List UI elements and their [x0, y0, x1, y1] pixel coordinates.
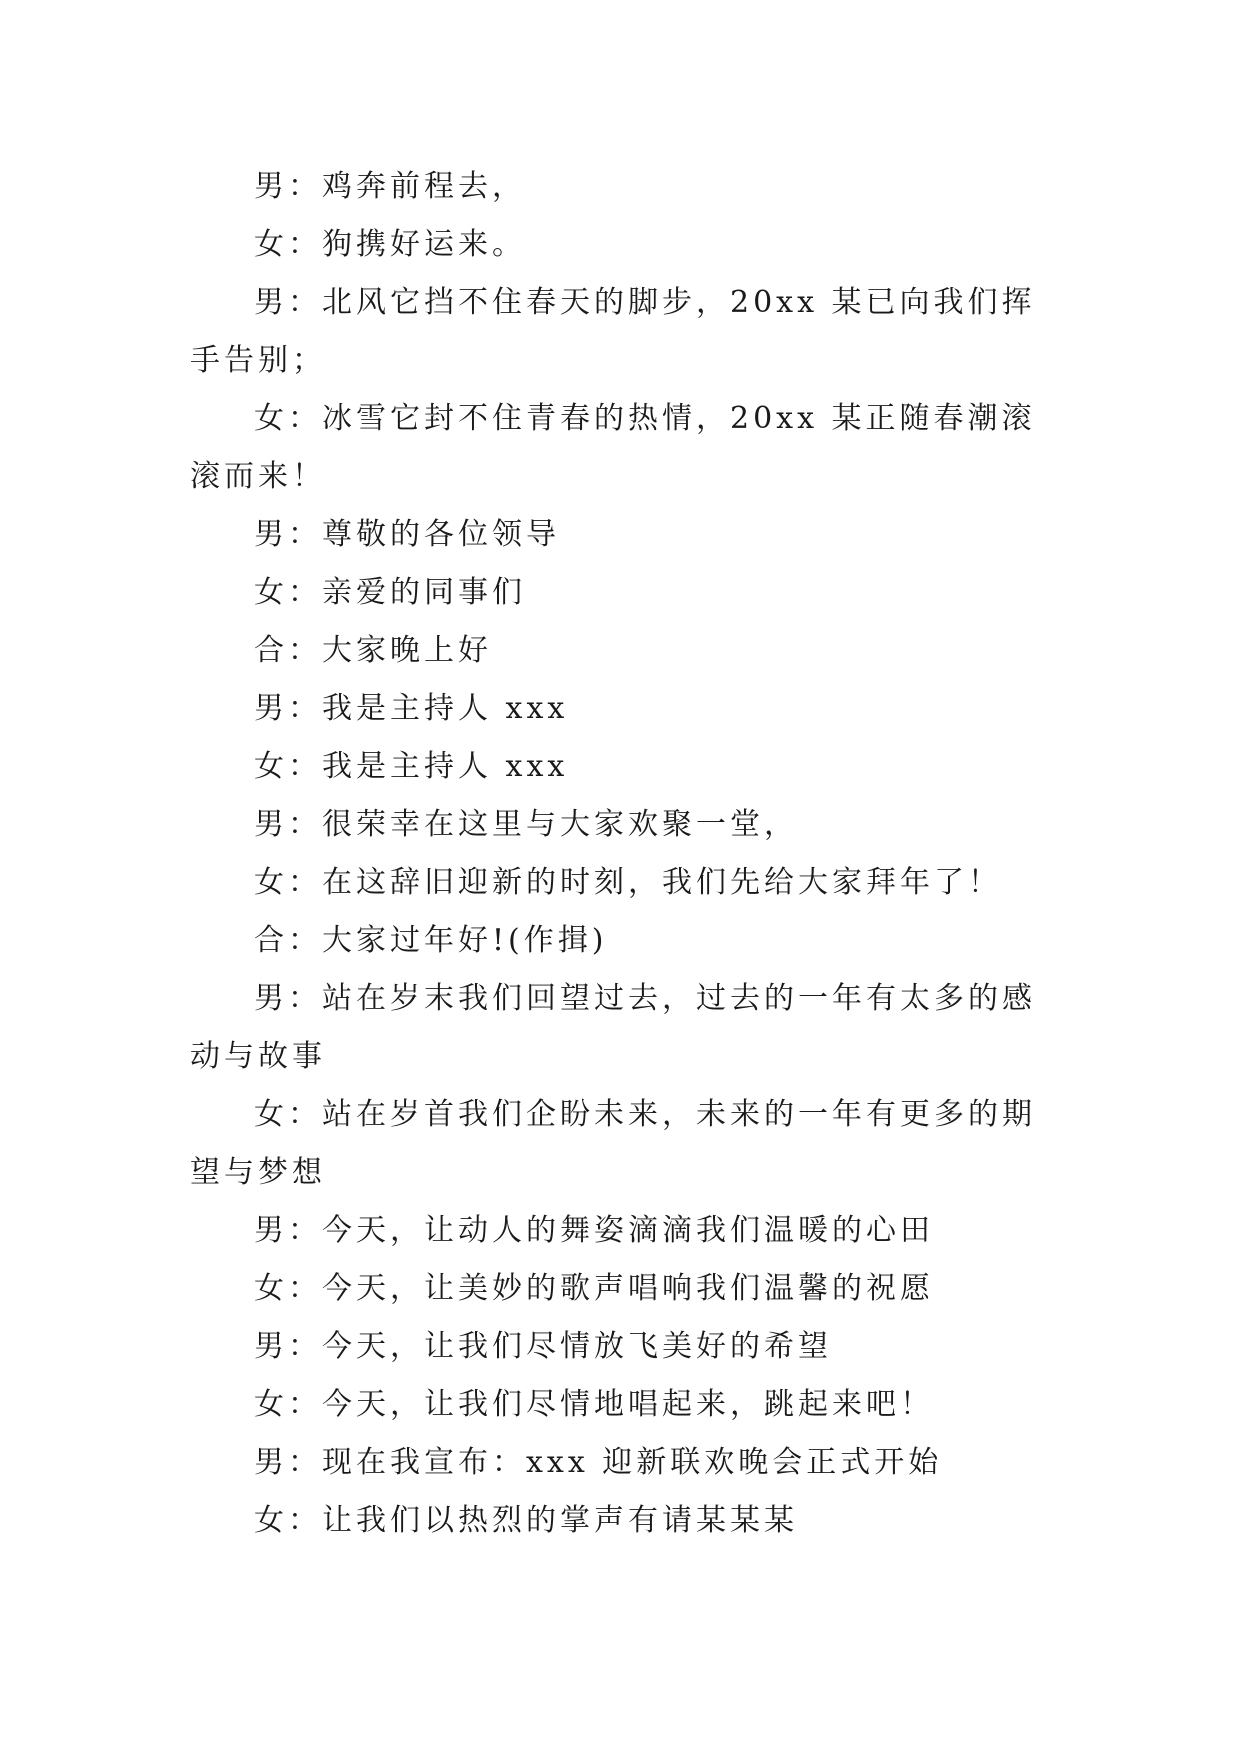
- document-body: [190, 158, 1060, 1550]
- paragraph-5: 男：尊敬的各位领导: [254, 517, 560, 552]
- paragraph-17: 男：今天，让我们尽情放飞美好的希望: [254, 1329, 832, 1364]
- paragraph-14: 女：站在岁首我们企盼未来，未来的一年有更多的期望与梦想: [190, 1097, 1036, 1190]
- paragraph-6: 女：亲爱的同事们: [254, 575, 526, 610]
- paragraph-8: 男：我是主持人 xxx: [254, 691, 569, 726]
- paragraph-16: 女：今天，让美妙的歌声唱响我们温馨的祝愿: [254, 1271, 934, 1306]
- paragraph-20: 女：让我们以热烈的掌声有请某某某: [254, 1503, 798, 1538]
- paragraph-11: 女：在这辞旧迎新的时刻，我们先给大家拜年了！: [254, 865, 1002, 900]
- paragraph-2: 女：狗携好运来。: [254, 227, 526, 262]
- paragraph-7: 合：大家晚上好: [254, 633, 492, 668]
- paragraph-18: 女：今天，让我们尽情地唱起来，跳起来吧！: [254, 1387, 934, 1422]
- paragraph-12: 合：大家过年好!(作揖): [254, 923, 608, 958]
- paragraph-1: 男：鸡奔前程去，: [254, 169, 526, 204]
- paragraph-10: 男：很荣幸在这里与大家欢聚一堂，: [254, 807, 798, 842]
- paragraph-9: 女：我是主持人 xxx: [254, 749, 569, 784]
- paragraph-19: 男：现在我宣布：xxx 迎新联欢晚会正式开始: [254, 1445, 943, 1480]
- paragraph-3: 男：北风它挡不住春天的脚步，20xx 某已向我们挥手告别；: [190, 285, 1036, 378]
- paragraph-4: 女：冰雪它封不住青春的热情，20xx 某正随春潮滚滚而来！: [190, 401, 1036, 494]
- paragraph-15: 男：今天，让动人的舞姿滴滴我们温暖的心田: [254, 1213, 934, 1248]
- paragraph-13: 男：站在岁末我们回望过去，过去的一年有太多的感动与故事: [190, 981, 1036, 1074]
